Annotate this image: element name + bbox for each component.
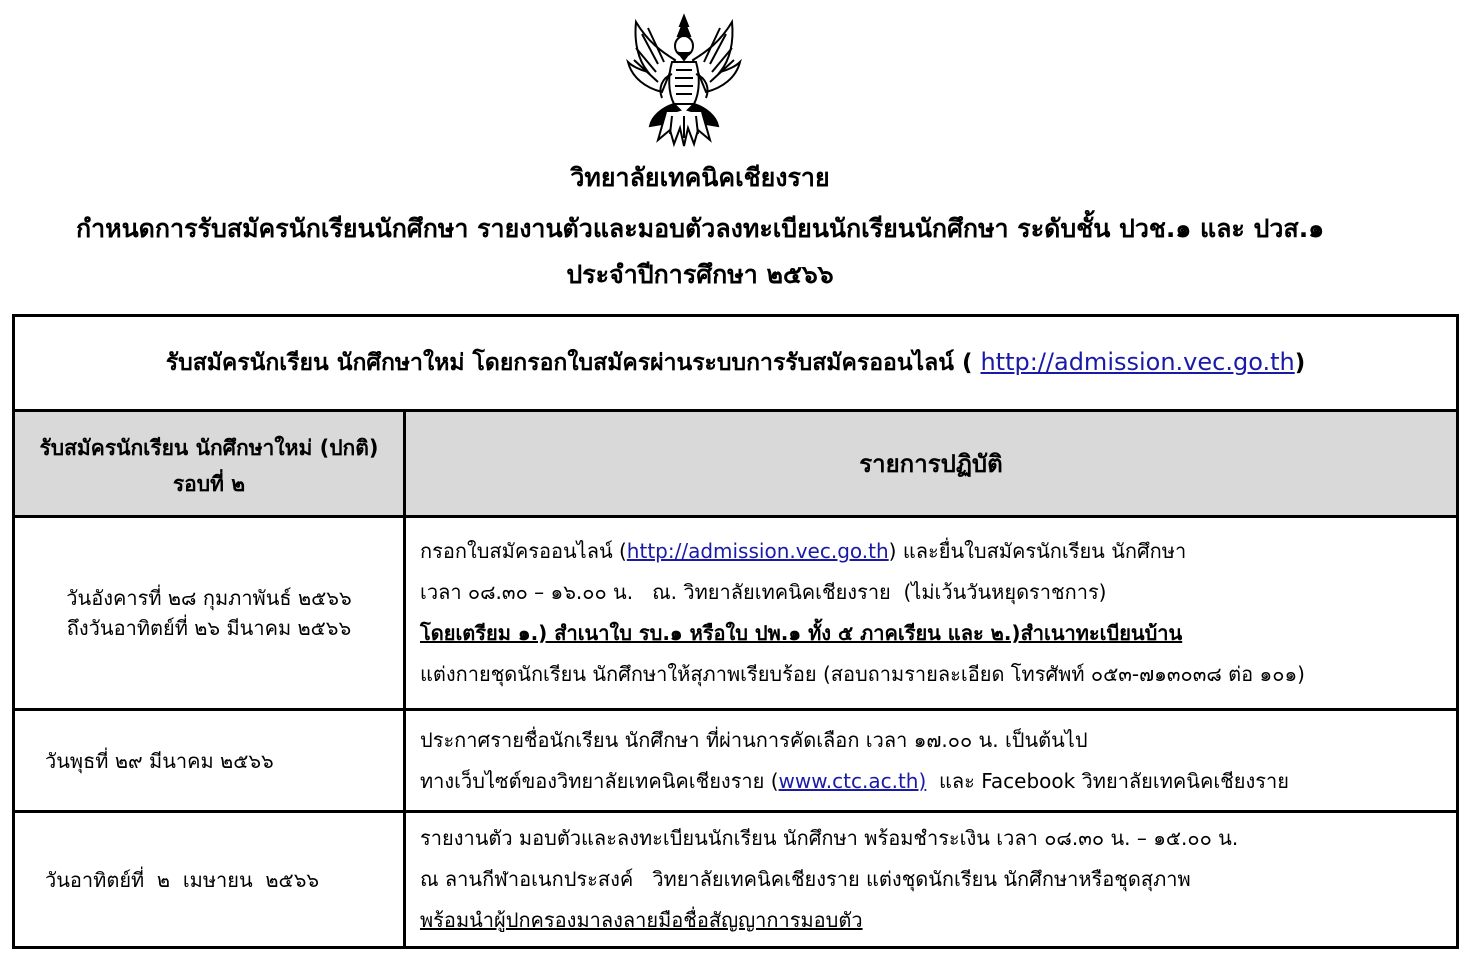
application-actions-cell	[405, 517, 1458, 710]
action-text: กรอกใบสมัครออนไลน์ (	[420, 539, 627, 563]
institution-name: วิทยาลัยเทคนิคเชียงราย	[570, 163, 830, 192]
date-line-2: ถึงวันอาทิตย์ที่ ๒๖ มีนาคม ๒๕๖๖	[66, 616, 352, 640]
action-text: และ Facebook วิทยาลัยเทคนิคเชียงราย	[926, 768, 1289, 793]
table-row	[14, 710, 1458, 812]
application-period-cell	[14, 517, 405, 710]
action-line: เวลา ๐๘.๓๐ – ๑๖.๐๐ น. ณ. วิทยาลัยเทคนิคเชียงราย (ไม่เว้นวันหยุดราชการ)	[420, 580, 1107, 604]
required-documents-line: โดยเตรียม ๑.) สำเนาใบ รบ.๑ หรือใบ ปพ.๑ ทั้ง ๕ ภาคเรียน และ ๒.)สำเนาทะเบียนบ้าน	[420, 621, 1183, 645]
admission-link-inline[interactable]: http://admission.vec.go.th	[626, 539, 889, 563]
college-website-link[interactable]: www.ctc.ac.th)	[778, 768, 927, 793]
table-header-row	[14, 411, 1458, 517]
registration-actions-cell	[405, 812, 1458, 948]
action-line	[420, 531, 1456, 572]
action-line: ณ ลานกีฬาอเนกประสงค์ วิทยาลัยเทคนิคเชียงราย แต่งชุดนักเรียน นักศึกษาหรือชุดสุภาพ	[420, 867, 1191, 891]
actions-header: รายการปฏิบัติ	[405, 411, 1458, 517]
banner-text: รับสมัครนักเรียน นักศึกษาใหม่ โดยกรอกใบสมัครผ่านระบบการรับสมัครออนไลน์ (	[165, 350, 973, 376]
action-line: ประกาศรายชื่อนักเรียน นักศึกษา ที่ผ่านการคัดเลือก เวลา ๑๗.๐๐ น. เป็นต้นไป	[420, 727, 1088, 752]
banner-row	[14, 316, 1458, 411]
dress-code-line: แต่งกายชุดนักเรียน นักศึกษาให้สุภาพเรียบร้อย (สอบถามรายละเอียด โทรศัพท์ ๐๕๓-๗๑๓๐๓๘ ต่อ ๑๐๑)	[420, 662, 1305, 686]
action-line	[420, 761, 1456, 802]
banner-close: )	[1294, 350, 1306, 376]
admission-link[interactable]: http://admission.vec.go.th	[980, 348, 1295, 376]
action-text: ) และยื่นใบสมัครนักเรียน นักศึกษา	[888, 539, 1187, 563]
online-application-banner	[14, 316, 1458, 411]
guardian-signature-line: พร้อมนำผู้ปกครองมาลงลายมือชื่อสัญญาการมอบตัว	[420, 908, 863, 932]
round-header	[14, 411, 405, 517]
announcement-date-cell: วันพุธที่ ๒๙ มีนาคม ๒๕๖๖	[14, 710, 405, 812]
registration-date-cell: วันอาทิตย์ที่ ๒ เมษายน ๒๕๖๖	[14, 812, 405, 948]
garuda-emblem-icon	[622, 12, 746, 148]
table-row	[14, 812, 1458, 948]
action-text: ทางเว็บไซต์ของวิทยาลัยเทคนิคเชียงราย (	[420, 768, 779, 793]
academic-year: ประจำปีการศึกษา ๒๕๖๖	[566, 260, 834, 289]
announcement-actions-cell	[405, 710, 1458, 812]
action-line: รายงานตัว มอบตัวและลงทะเบียนนักเรียน นักศึกษา พร้อมชำระเงิน เวลา ๐๘.๓๐ น. – ๑๕.๐๐ น.	[420, 826, 1239, 850]
announcement-subject: กำหนดการรับสมัครนักเรียนนักศึกษา รายงานตัวและมอบตัวลงทะเบียนนักเรียนนักศึกษา ระดับชั้น ปวช.๑ และ ปวส.๑	[75, 214, 1325, 243]
date-line-1: วันอังคารที่ ๒๘ กุมภาพันธ์ ๒๕๖๖	[66, 586, 352, 610]
round-header-line2: รอบที่ ๒	[172, 471, 246, 496]
table-row	[14, 517, 1458, 710]
admission-schedule-table	[12, 314, 1459, 949]
round-header-line1: รับสมัครนักเรียน นักศึกษาใหม่ (ปกติ)	[39, 435, 379, 460]
